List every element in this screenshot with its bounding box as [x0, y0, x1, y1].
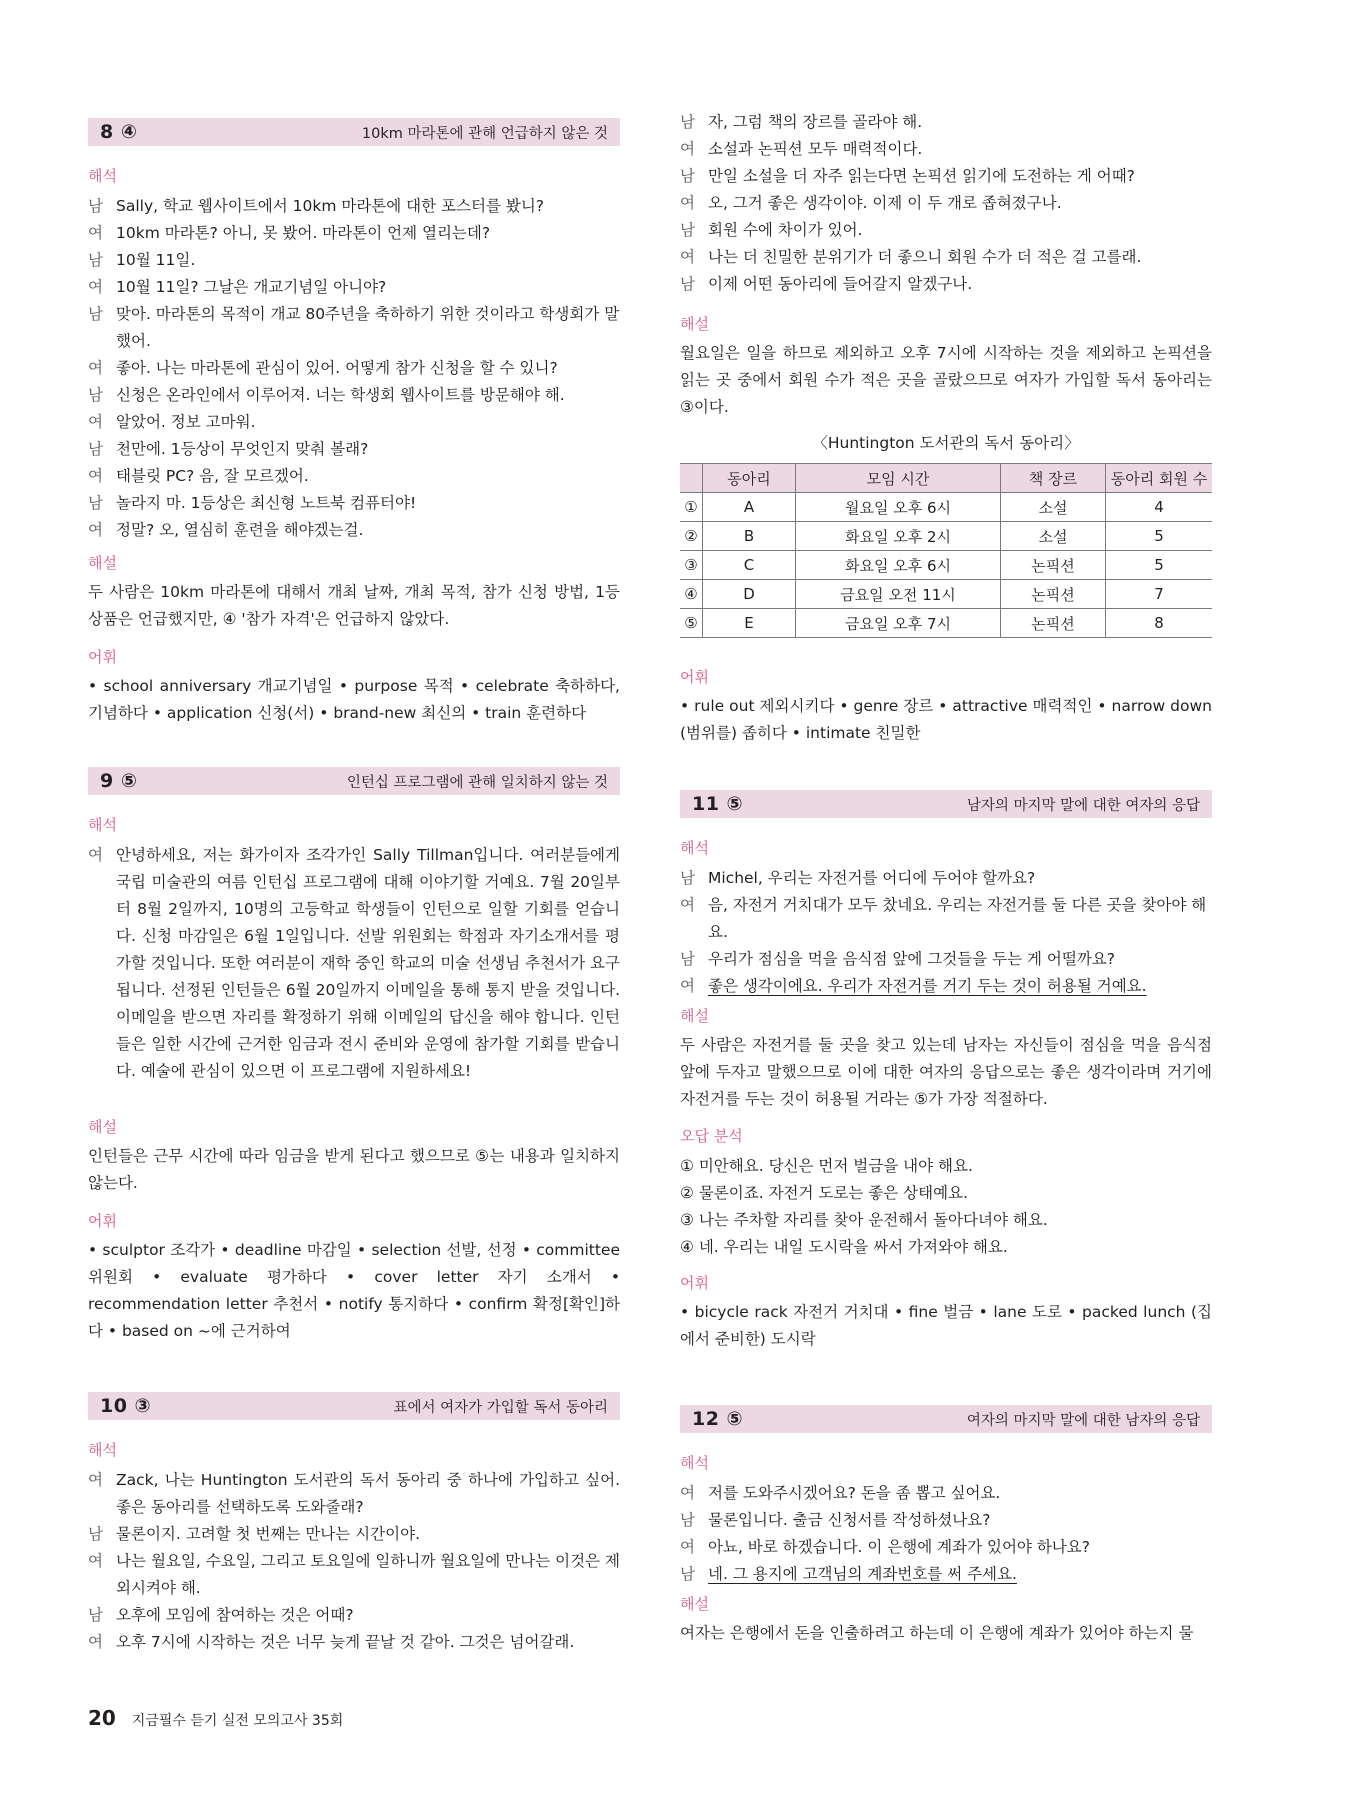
- utterance-content: 나는 더 친밀한 분위기가 더 좋으니 회원 수가 더 적은 걸 고를래.: [708, 248, 1142, 266]
- utterance-content: 이제 어떤 동아리에 들어갈지 알겠구나.: [708, 275, 973, 293]
- utterance-text: [116, 382, 620, 409]
- speaker-label: 여: [88, 413, 103, 431]
- q9-header: [88, 767, 620, 795]
- table-row: [680, 609, 1212, 638]
- q11-explanation: 두 사람은 자전거를 둘 곳을 찾고 있는데 남자는 자신들이 점심을 먹을 음식점 앞에 두자고 말했으므로 이에 대한 여자의 응답으로는 좋은 생각이라며 거기에 자전거를 두는 것이 허용될 거라는 ⑤가 가장 적절하다.: [680, 1036, 1212, 1108]
- dialogue-line: [88, 436, 620, 463]
- speaker-label: 여: [88, 278, 103, 296]
- wrong-answer-item: [680, 1207, 1212, 1234]
- table-header-genre: 책 장르: [1001, 464, 1106, 493]
- q10-number: 10 ③: [100, 1395, 152, 1417]
- q10-dialogue-left: [88, 1467, 620, 1656]
- utterance-text: [116, 301, 620, 355]
- utterance-text: [708, 1534, 1212, 1561]
- table-row: [680, 522, 1212, 551]
- member-count-cell: 5: [1106, 522, 1213, 551]
- dialogue-line: [680, 1534, 1212, 1561]
- q10-table-caption: 〈Huntington 도서관의 독서 동아리〉: [812, 434, 1080, 452]
- utterance-text: [708, 190, 1212, 217]
- utterance-content: Michel, 우리는 자전거를 어디에 두어야 할까요?: [708, 869, 1036, 887]
- q9-topic: 인턴십 프로그램에 관해 일치하지 않는 것: [346, 774, 608, 791]
- dialogue-line: [680, 946, 1212, 973]
- speaker-label: 남: [680, 950, 695, 968]
- q12-explanation: 여자는 은행에서 돈을 인출하려고 하는데 이 은행에 계좌가 있어야 하는지 물: [680, 1624, 1194, 1642]
- speaker-label: 남: [88, 1606, 103, 1624]
- q9-vocab-label: 어휘: [88, 1212, 117, 1230]
- utterance-content: 신청은 온라인에서 이루어져. 너는 학생회 웹사이트를 방문해야 해.: [116, 386, 565, 404]
- utterance-text: [708, 892, 1212, 946]
- q8-topic: 10km 마라톤에 관해 언급하지 않은 것: [361, 125, 608, 142]
- speaker-label: 여: [680, 140, 695, 158]
- utterance-content: 정말? 오, 열심히 훈련을 해야겠는걸.: [116, 521, 364, 539]
- utterance-content: 우리가 점심을 먹을 음식점 앞에 그것들을 두는 게 어떨까요?: [708, 950, 1115, 968]
- utterance-content: 아뇨, 바로 하겠습니다. 이 은행에 계좌가 있어야 하나요?: [708, 1538, 1090, 1556]
- utterance-text: [708, 244, 1212, 271]
- book-genre-cell: 논픽션: [1001, 580, 1106, 609]
- dialogue-line: [88, 463, 620, 490]
- speaker-label: 여: [88, 1552, 103, 1570]
- table-header-mark: [680, 464, 703, 493]
- q10-script-label: 해석: [88, 1441, 117, 1459]
- utterance-text: [708, 136, 1212, 163]
- wrong-answer-text: ④ 네. 우리는 내일 도시락을 싸서 가져와야 해요.: [680, 1238, 1008, 1256]
- dialogue-line: [88, 409, 620, 436]
- q12-dialogue: [680, 1480, 1212, 1588]
- utterance-text: [116, 247, 620, 274]
- q10-body-part2: [680, 109, 1212, 298]
- utterance-content: 알았어. 정보 고마워.: [116, 413, 256, 431]
- utterance-text: [116, 274, 620, 301]
- q10-table-body: [680, 493, 1212, 638]
- speaker-label: 여: [88, 1471, 103, 1489]
- q10-club-table: [680, 463, 1212, 638]
- q9-script-label: 해석: [88, 816, 117, 834]
- dialogue-line: [680, 1561, 1212, 1588]
- book-genre-cell: 소설: [1001, 522, 1106, 551]
- table-header-time: 모임 시간: [796, 464, 1001, 493]
- q8-body: [88, 166, 620, 544]
- q12-expl-label: 해설: [680, 1595, 709, 1613]
- q8-header: [88, 118, 620, 146]
- q9-number: 9 ⑤: [100, 770, 138, 792]
- club-name-cell: B: [703, 522, 796, 551]
- q11-topic: 남자의 마지막 말에 대한 여자의 응답: [966, 797, 1200, 814]
- utterance-content: 네. 그 용지에 고객님의 계좌번호를 써 주세요.: [708, 1565, 1017, 1583]
- speaker-label: 남: [88, 305, 103, 323]
- q10-vocab-block: [680, 667, 1212, 747]
- utterance-content: 나는 월요일, 수요일, 그리고 토요일에 일하니까 월요일에 만나는 이것은 제외시켜야 해.: [116, 1552, 620, 1597]
- speaker-label: 남: [88, 1525, 103, 1543]
- q9-dialogue: [88, 842, 620, 1085]
- q11-explanation-block: [680, 1006, 1212, 1113]
- utterance-content: Sally, 학교 웹사이트에서 10km 마라톤에 대한 포스터를 봤니?: [116, 197, 545, 215]
- utterance-content: 물론입니다. 출금 신청서를 작성하셨나요?: [708, 1511, 991, 1529]
- utterance-content: 10월 11일.: [116, 251, 196, 269]
- speaker-label: 남: [680, 1511, 695, 1529]
- dialogue-line: [680, 244, 1212, 271]
- utterance-content: 오후 7시에 시작하는 것은 너무 늦게 끝날 것 같아. 그것은 넘어갈래.: [116, 1633, 575, 1651]
- member-count-cell: 7: [1106, 580, 1213, 609]
- dialogue-line: [680, 190, 1212, 217]
- speaker-label: 남: [680, 221, 695, 239]
- member-count-cell: 4: [1106, 493, 1213, 522]
- utterance-content: 10km 마라톤? 아니, 못 봤어. 마라톤이 언제 열리는데?: [116, 224, 491, 242]
- utterance-text: [116, 490, 620, 517]
- speaker-label: 남: [680, 275, 695, 293]
- speaker-label: 여: [680, 1484, 695, 1502]
- utterance-text: [708, 946, 1212, 973]
- meeting-time-cell: 월요일 오후 6시: [796, 493, 1001, 522]
- utterance-content: 오후에 모임에 참여하는 것은 어때?: [116, 1606, 354, 1624]
- speaker-label: 여: [680, 977, 695, 995]
- book-genre-cell: 소설: [1001, 493, 1106, 522]
- q10-expl-label: 해설: [680, 315, 709, 333]
- utterance-content: 좋아. 나는 마라톤에 관심이 있어. 어떻게 참가 신청을 할 수 있니?: [116, 359, 558, 377]
- meeting-time-cell: 금요일 오후 7시: [796, 609, 1001, 638]
- utterance-content: 천만에. 1등상이 무엇인지 맞춰 볼래?: [116, 440, 369, 458]
- utterance-content: 물론이지. 고려할 첫 번째는 만나는 시간이야.: [116, 1525, 421, 1543]
- utterance-content: 저를 도와주시겠어요? 돈을 좀 뽑고 싶어요.: [708, 1484, 1001, 1502]
- utterance-text: [708, 1507, 1212, 1534]
- q11-dialogue: [680, 865, 1212, 1000]
- dialogue-line: [88, 1521, 620, 1548]
- meeting-time-cell: 화요일 오후 6시: [796, 551, 1001, 580]
- speaker-label: 여: [88, 521, 103, 539]
- q10-table-caption-wrap: [680, 432, 1212, 454]
- q8-expl-label: 해설: [88, 554, 117, 572]
- dialogue-line: [680, 1507, 1212, 1534]
- dialogue-line: [88, 490, 620, 517]
- table-row: [680, 551, 1212, 580]
- q9-expl-label: 해설: [88, 1118, 117, 1136]
- speaker-label: 남: [88, 440, 103, 458]
- speaker-label: 남: [88, 251, 103, 269]
- q10-body-part1: [88, 1440, 620, 1656]
- utterance-content: 맞아. 마라톤의 목적이 개교 80주년을 축하하기 위한 것이라고 학생회가 말했어.: [116, 305, 620, 350]
- utterance-text: [116, 842, 620, 1085]
- q8-explanation: 두 사람은 10km 마라톤에 대해서 개최 날짜, 개최 목적, 참가 신청 방법, 1등 상품은 언급했지만, ④ '참가 자격'은 언급하지 않았다.: [88, 583, 620, 628]
- q12-script-label: 해석: [680, 1454, 709, 1472]
- book-genre-cell: 논픽션: [1001, 551, 1106, 580]
- utterance-content: 안녕하세요, 저는 화가이자 조각가인 Sally Tillman입니다. 여러분들에게 국립 미술관의 여름 인턴십 프로그램에 대해 이야기할 거예요. 7월 20일부터 8월 2일까지, 10명의 고등학교 학생들이 인턴으로 일할 기회를 얻습니다. 신청 마감일은 6월 1일입니다. 선발 위원회는 학점과 자기소개서를 평가할 것입니다. 또한 여러분이 재학 중인 학교의 미술 선생님 추천서가 요구됩니다. 선정된 인턴들은 6월 20일까지 이메일을 통해 통지 받을 것입니다. 이메일을 받으면 자리를 확정하기 위해 이메일의 답신을 해야 합니다. 인턴들은 일한 시간에 근거한 임금과 전시 준비와 운영에 참가할 기회를 받습니다. 예술에 관심이 있으면 이 프로그램에 지원하세요!: [116, 846, 620, 1080]
- speaker-label: 여: [680, 1538, 695, 1556]
- row-choice-mark: ①: [680, 493, 703, 522]
- utterance-text: [116, 1548, 620, 1602]
- wrong-answer-text: ② 물론이죠. 자전거 도로는 좋은 상태예요.: [680, 1184, 968, 1202]
- dialogue-line: [88, 517, 620, 544]
- book-genre-cell: 논픽션: [1001, 609, 1106, 638]
- utterance-content: 태블릿 PC? 음, 잘 모르겠어.: [116, 467, 309, 485]
- dialogue-line: [680, 892, 1212, 946]
- dialogue-line: [88, 220, 620, 247]
- utterance-text: [116, 1602, 620, 1629]
- club-name-cell: A: [703, 493, 796, 522]
- wrong-answer-text: ③ 나는 주차할 자리를 찾아 운전해서 돌아다녀야 해요.: [680, 1211, 1048, 1229]
- utterance-text: [708, 973, 1212, 1000]
- row-choice-mark: ③: [680, 551, 703, 580]
- q8-dialogue: [88, 193, 620, 544]
- utterance-text: [116, 1521, 620, 1548]
- dialogue-line: [680, 109, 1212, 136]
- dialogue-line: [88, 842, 620, 1085]
- q10-topic: 표에서 여자가 가입할 독서 동아리: [393, 1399, 608, 1416]
- speaker-label: 남: [88, 494, 103, 512]
- utterance-content: 자, 그럼 책의 장르를 골라야 해.: [708, 113, 923, 131]
- q12-explanation-block: [680, 1594, 1212, 1647]
- row-choice-mark: ⑤: [680, 609, 703, 638]
- wrong-answer-text: ① 미안해요. 당신은 먼저 벌금을 내야 해요.: [680, 1157, 973, 1175]
- member-count-cell: 5: [1106, 551, 1213, 580]
- dialogue-line: [88, 1548, 620, 1602]
- utterance-content: 회원 수에 차이가 있어.: [708, 221, 863, 239]
- speaker-label: 남: [680, 167, 695, 185]
- q9-vocab-block: [88, 1211, 620, 1345]
- q8-number: 8 ④: [100, 121, 138, 143]
- q10-vocab: • rule out 제외시키다 • genre 장르 • attractive 매력적인 • narrow down (범위를) 좁히다 • intimate 친밀한: [680, 697, 1212, 742]
- q10-explanation-block: [680, 314, 1212, 421]
- member-count-cell: 8: [1106, 609, 1213, 638]
- speaker-label: 여: [88, 846, 103, 864]
- dialogue-line: [88, 1467, 620, 1521]
- utterance-content: 놀라지 마. 1등상은 최신형 노트북 컴퓨터야!: [116, 494, 417, 512]
- utterance-content: 좋은 생각이에요. 우리가 자전거를 거기 두는 것이 허용될 거예요.: [708, 977, 1147, 995]
- speaker-label: 남: [680, 869, 695, 887]
- utterance-text: [116, 517, 620, 544]
- speaker-label: 여: [680, 248, 695, 266]
- row-choice-mark: ②: [680, 522, 703, 551]
- q9-explanation-block: [88, 1117, 620, 1197]
- utterance-text: [116, 1467, 620, 1521]
- utterance-text: [116, 193, 620, 220]
- q10-explanation: 월요일은 일을 하므로 제외하고 오후 7시에 시작하는 것을 제외하고 논픽션을 읽는 곳 중에서 회원 수가 적은 곳을 골랐으므로 여자가 가입할 독서 동아리는 ③이다.: [680, 344, 1212, 416]
- q11-expl-label: 해설: [680, 1007, 709, 1025]
- speaker-label: 남: [680, 1565, 695, 1583]
- speaker-label: 남: [88, 197, 103, 215]
- utterance-text: [116, 409, 620, 436]
- q8-vocab: • school anniversary 개교기념일 • purpose 목적 • celebrate 축하하다, 기념하다 • application 신청(서) • brand-new 최신의 • train 훈련하다: [88, 677, 620, 722]
- q11-vocab-label: 어휘: [680, 1274, 709, 1292]
- page-footer: [88, 1706, 343, 1730]
- footer-title: 지금필수 듣기 실전 모의고사 35회: [131, 1713, 344, 1729]
- wrong-answer-item: [680, 1153, 1212, 1180]
- speaker-label: 여: [88, 467, 103, 485]
- q11-header: [680, 790, 1212, 818]
- dialogue-line: [680, 865, 1212, 892]
- utterance-text: [708, 865, 1212, 892]
- speaker-label: 여: [88, 224, 103, 242]
- q12-topic: 여자의 마지막 말에 대한 남자의 응답: [966, 1412, 1200, 1429]
- dialogue-line: [680, 973, 1212, 1000]
- table-row: [680, 493, 1212, 522]
- utterance-content: Zack, 나는 Huntington 도서관의 독서 동아리 중 하나에 가입하고 싶어. 좋은 동아리를 선택하도록 도와줄래?: [116, 1471, 620, 1516]
- dialogue-line: [88, 355, 620, 382]
- q12-header: [680, 1405, 1212, 1433]
- utterance-text: [708, 1561, 1212, 1588]
- q9-body: [88, 815, 620, 1085]
- table-header-row: [680, 464, 1212, 493]
- q9-explanation: 인턴들은 근무 시간에 따라 임금을 받게 된다고 했으므로 ⑤는 내용과 일치하지 않는다.: [88, 1147, 620, 1192]
- q8-vocab-block: [88, 647, 620, 727]
- wrong-answer-item: [680, 1180, 1212, 1207]
- q12-number: 12 ⑤: [692, 1408, 744, 1430]
- utterance-text: [708, 163, 1212, 190]
- utterance-text: [116, 355, 620, 382]
- club-name-cell: D: [703, 580, 796, 609]
- table-header-members: 동아리 회원 수: [1106, 464, 1213, 493]
- speaker-label: 남: [88, 386, 103, 404]
- speaker-label: 남: [680, 113, 695, 131]
- dialogue-line: [680, 217, 1212, 244]
- dialogue-line: [88, 1629, 620, 1656]
- q12-body: [680, 1453, 1212, 1588]
- dialogue-line: [88, 193, 620, 220]
- q11-vocab: • bicycle rack 자전거 거치대 • fine 벌금 • lane 도로 • packed lunch (집에서 준비한) 도시락: [680, 1303, 1212, 1348]
- q10-vocab-label: 어휘: [680, 668, 709, 686]
- q11-wrong-block: [680, 1126, 1212, 1261]
- row-choice-mark: ④: [680, 580, 703, 609]
- speaker-label: 여: [88, 1633, 103, 1651]
- utterance-content: 10월 11일? 그날은 개교기념일 아니야?: [116, 278, 387, 296]
- dialogue-line: [680, 136, 1212, 163]
- utterance-content: 음, 자전거 거치대가 모두 찼네요. 우리는 자전거를 둘 다른 곳을 찾아야 해요.: [708, 896, 1207, 941]
- q8-explanation-block: [88, 553, 620, 633]
- meeting-time-cell: 화요일 오후 2시: [796, 522, 1001, 551]
- utterance-text: [708, 271, 1212, 298]
- table-row: [680, 580, 1212, 609]
- q9-vocab: • sculptor 조각가 • deadline 마감일 • selection 선발, 선정 • committee 위원회 • evaluate 평가하다 • cover letter 자기 소개서 • recommendation letter 추천서 • notify 통지하다 • confirm 확정[확인]하다 • based on ~에 근거하여: [88, 1241, 620, 1340]
- meeting-time-cell: 금요일 오전 11시: [796, 580, 1001, 609]
- dialogue-line: [88, 382, 620, 409]
- club-name-cell: E: [703, 609, 796, 638]
- dialogue-line: [680, 271, 1212, 298]
- utterance-text: [116, 436, 620, 463]
- dialogue-line: [88, 274, 620, 301]
- utterance-text: [708, 109, 1212, 136]
- club-name-cell: C: [703, 551, 796, 580]
- utterance-text: [708, 217, 1212, 244]
- dialogue-line: [680, 163, 1212, 190]
- table-header-club: 동아리: [703, 464, 796, 493]
- speaker-label: 여: [680, 194, 695, 212]
- q8-vocab-label: 어휘: [88, 648, 117, 666]
- utterance-content: 소설과 논픽션 모두 매력적이다.: [708, 140, 923, 158]
- dialogue-line: [88, 301, 620, 355]
- utterance-text: [708, 1480, 1212, 1507]
- q11-wrong-label: 오답 분석: [680, 1127, 743, 1145]
- q11-number: 11 ⑤: [692, 793, 744, 815]
- utterance-content: 오, 그거 좋은 생각이야. 이제 이 두 개로 좁혀졌구나.: [708, 194, 1062, 212]
- page-number: 20: [88, 1706, 116, 1730]
- dialogue-line: [88, 1602, 620, 1629]
- q10-header: [88, 1392, 620, 1420]
- q10-dialogue-right: [680, 109, 1212, 298]
- utterance-text: [116, 1629, 620, 1656]
- utterance-text: [116, 463, 620, 490]
- q11-body: [680, 838, 1212, 1000]
- utterance-text: [116, 220, 620, 247]
- q11-vocab-block: [680, 1273, 1212, 1353]
- wrong-answer-item: [680, 1234, 1212, 1261]
- dialogue-line: [680, 1480, 1212, 1507]
- utterance-content: 만일 소설을 더 자주 읽는다면 논픽션 읽기에 도전하는 게 어때?: [708, 167, 1135, 185]
- speaker-label: 여: [680, 896, 695, 914]
- q8-script-label: 해석: [88, 167, 117, 185]
- q11-wrong-list: [680, 1153, 1212, 1261]
- speaker-label: 여: [88, 359, 103, 377]
- dialogue-line: [88, 247, 620, 274]
- q11-script-label: 해석: [680, 839, 709, 857]
